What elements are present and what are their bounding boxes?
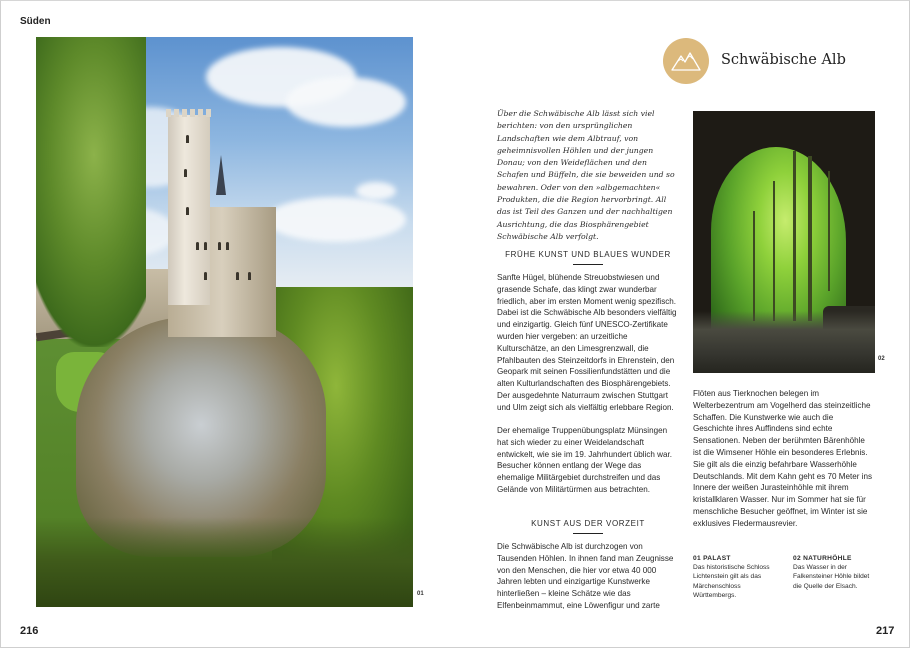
region-badge	[663, 38, 709, 84]
page-number-left: 216	[20, 625, 39, 637]
window	[184, 169, 187, 177]
tree-trunk	[828, 171, 830, 291]
tree-trunk	[753, 211, 755, 321]
caption-text: Das Wasser in der Falkensteiner Höhle bildet die Quelle der Elsach.	[793, 564, 870, 590]
page-number-right: 217	[876, 625, 895, 637]
tree-foliage	[36, 37, 146, 347]
foreground-vegetation	[36, 517, 413, 607]
caption-text: Das historistische Schloss Lichtenstein gilt als das Märchenschloss Württembergs.	[693, 564, 770, 599]
continuation-text: Flöten aus Tierknochen belegen im Welterbezentrum am Vogelherd das steinzeitliche Schaffen. Die Kunstwerke wie auch die Geschichte ihres Auffindens sind echte Sensationen. Neben der berühmten Bärenhöhle ist die Wimsener Höhle ein besonderes Erlebnis. Sie gilt als die einzig befahrbare Wasserhöhle Deutschlands. Mit dem Kahn geht es 70 Meter ins Innere der weißen Jurasteinhöhle mit ihrem kristallklaren Wasser. Nur im Sommer hat sie für menschliche Besucher geöffnet, im Winter ist sie exklusives Fledermausrevier.	[693, 389, 873, 528]
cave-floor	[693, 311, 875, 373]
figure-number-02: 02	[878, 356, 885, 362]
castle-photo	[36, 37, 413, 607]
tree-trunk	[808, 156, 812, 321]
window	[226, 242, 229, 250]
tree-trunk	[793, 151, 796, 321]
caption-title: 01 PALAST	[693, 555, 731, 562]
page-title: Schwäbische Alb	[721, 52, 846, 68]
caption-02	[793, 554, 875, 600]
window	[196, 242, 199, 250]
mountain-icon	[670, 50, 702, 72]
running-head: Süden	[20, 16, 51, 27]
window	[204, 272, 207, 280]
figure-number-01: 01	[417, 591, 424, 597]
caption-title: 02 NATURHÖHLE	[793, 555, 852, 562]
window	[186, 207, 189, 215]
castle-spire	[216, 155, 226, 195]
cloud	[286, 77, 406, 127]
window	[218, 242, 221, 250]
section-heading-2: KUNST AUS DER VORZEIT	[531, 519, 645, 528]
window	[186, 135, 189, 143]
section-2-paragraph-1: Die Schwäbische Alb ist durchzogen von Tausenden Höhlen. In ihnen fand man Zeugnisse von den Menschen, die hier vor etwa 40 000 Jahren lebten und einzigartige Kunstwerke hinterließen – kleine Schätze wie das Elfenbeinmammut, eine Löwenfigur und zarte	[497, 542, 674, 610]
cave-photo	[693, 111, 875, 373]
window	[204, 242, 207, 250]
cloud	[356, 182, 396, 200]
section-heading-1: FRÜHE KUNST UND BLAUES WUNDER	[505, 250, 671, 259]
caption-01	[693, 554, 775, 600]
section-rule	[573, 533, 603, 534]
window	[248, 272, 251, 280]
tree-trunk	[773, 181, 775, 321]
section-rule	[573, 264, 603, 265]
cloud	[266, 197, 406, 242]
section-1-paragraph-1: Sanfte Hügel, blühende Streuobstwiesen und grasende Schafe, das klingt zwar wunderbar friedlich, aber im ersten Moment wenig spezifisch. Dabei ist die Schwäbische Alb besonders vielfältig und einzigartig. Gleich fünf UNESCO-Zertifikate wurden hier vergeben: an urzeitliche Kulturschätze, an den Limesgrenzwall, die Pfahlbauten des Steinzeitdorfs in Ehrenstein, den Geopark mit seinen Fossilienfundstätten und die alten Kulturlandschaften des Biosphärengebiets. Der ausgedehnte Naturraum zwischen Stuttgart und Ulm zeigt sich als vielfältig erlebbare Region.	[497, 273, 677, 412]
section-1-paragraph-2: Der ehemalige Truppenübungsplatz Münsingen hat sich wieder zu einer Weidelandschaft entwickelt, wie sie im 19. Jahrhundert üblich war. Besucher können entlang der Wege das ehemalige Militärgebiet durchstreifen und das Gelände von Militärtürmen aus betrachten.	[497, 426, 672, 494]
intro-text: Über die Schwäbische Alb lässt sich viel berichten: von den ursprünglichen Landschaften wie dem Albtrauf, von geheimnisvollen Höhlen und der jungen Donau; von den Weideflächen und den Schafen und Büffeln, die sie beweiden und so bewahren. Oder von den »albgemachten« Produkten, die die Region hervorbringt. All das ist Teil des Ganzen und der nachhaltigen Ausrichtung, die das Biosphärengebiet Schwäbische Alb verfolgt.	[497, 109, 675, 241]
window	[236, 272, 239, 280]
photo-captions	[693, 554, 875, 600]
